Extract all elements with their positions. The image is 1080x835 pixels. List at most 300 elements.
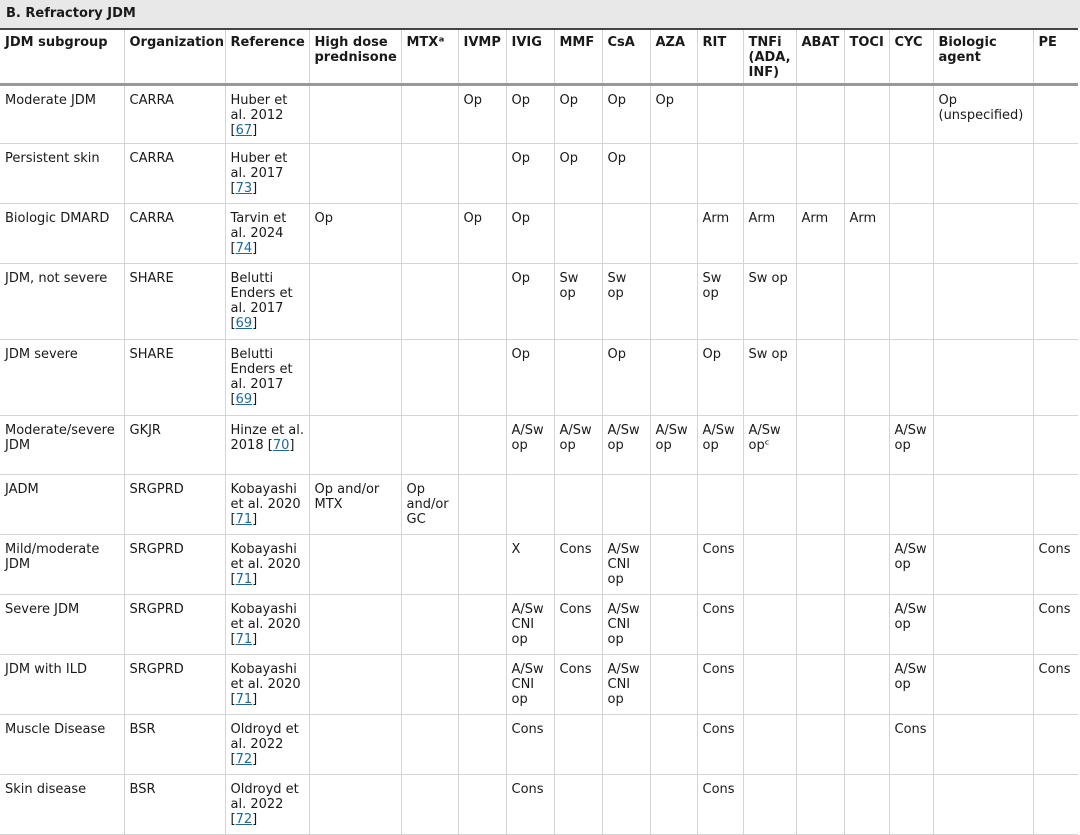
table-cell (506, 143, 554, 203)
table-cell (554, 84, 602, 143)
cell-text: A/Sw op (894, 541, 927, 572)
table-cell (506, 474, 554, 534)
table-row (0, 143, 1078, 203)
table-cell (458, 203, 506, 263)
table-cell (650, 654, 697, 714)
cell-text: Op and/or GC (406, 481, 449, 527)
table-cell (697, 714, 743, 774)
cell-text: Cons (702, 721, 735, 737)
table-cell (554, 534, 602, 594)
table-cell (796, 84, 844, 143)
column-header: CYC (889, 29, 933, 84)
table-cell (650, 84, 697, 143)
cell-text: Op (559, 92, 578, 108)
table-cell (506, 714, 554, 774)
table-cell (554, 654, 602, 714)
cell-text: Skin disease (5, 781, 87, 797)
table-cell (844, 263, 889, 339)
cell-text: Cons (559, 541, 592, 557)
reference-link[interactable]: 72 (235, 811, 253, 827)
cell-text: Cons (559, 661, 592, 677)
table-cell (743, 654, 796, 714)
table-row (0, 474, 1078, 534)
cell-text: Op (314, 210, 333, 226)
reference-cell: Huber et al. 2012 [67] (225, 84, 309, 143)
table-cell (309, 339, 401, 415)
cell-text: A/Sw opᶜ (748, 422, 781, 453)
table-cell (933, 534, 1033, 594)
table-cell (697, 263, 743, 339)
cell-text: Op (511, 210, 530, 226)
column-header: IVMP (458, 29, 506, 84)
table-cell (602, 714, 650, 774)
cell-text: Cons (702, 541, 735, 557)
table-cell (506, 534, 554, 594)
table-cell (458, 714, 506, 774)
table-cell (933, 714, 1033, 774)
cell-text: Cons (559, 601, 592, 617)
cell-text: Arm (849, 210, 877, 226)
column-header: Organization (124, 29, 225, 84)
table-cell (124, 203, 225, 263)
table-cell (650, 594, 697, 654)
table-cell (889, 203, 933, 263)
table-row (0, 714, 1078, 774)
table-cell (889, 415, 933, 474)
table-cell (697, 203, 743, 263)
table-cell (743, 594, 796, 654)
cell-text: Tarvin et al. 2024 (230, 210, 287, 241)
table-cell (124, 415, 225, 474)
column-header: PE (1033, 29, 1078, 84)
refractory-jdm-table (0, 28, 1078, 835)
table-cell (743, 263, 796, 339)
table-cell (602, 654, 650, 714)
column-header: MTXᵃ (401, 29, 458, 84)
table-cell (796, 474, 844, 534)
cell-text: Mild/moderate JDM (5, 541, 100, 572)
column-header: JDM subgroup (0, 29, 124, 84)
table-cell (1033, 263, 1078, 339)
table-cell (844, 774, 889, 834)
cell-text: Op (511, 346, 530, 362)
column-header: Reference (225, 29, 309, 84)
cell-text: Kobayashi et al. 2020 (230, 541, 301, 572)
table-cell (743, 143, 796, 203)
table-cell (796, 203, 844, 263)
reference-cell: Kobayashi et al. 2020 [71] (225, 654, 309, 714)
table-cell (401, 774, 458, 834)
table-cell (889, 474, 933, 534)
table-cell (554, 339, 602, 415)
cell-text: Hinze et al. 2018 (230, 422, 305, 453)
table-cell (650, 143, 697, 203)
table-cell (0, 474, 124, 534)
cell-text: SRGPRD (129, 541, 184, 557)
cell-text: Huber et al. 2012 (230, 92, 288, 123)
table-cell (602, 143, 650, 203)
cell-text: Op (511, 270, 530, 286)
cell-text: BSR (129, 781, 156, 797)
table-cell (0, 415, 124, 474)
table-cell (697, 339, 743, 415)
table-cell (743, 339, 796, 415)
reference-cell: Huber et al. 2017 [73] (225, 143, 309, 203)
cell-text: Op (607, 346, 626, 362)
cell-text: Cons (1038, 661, 1071, 677)
cell-text: Sw op (702, 270, 722, 301)
cell-text: JDM, not severe (5, 270, 108, 286)
table-row (0, 774, 1078, 834)
reference-link[interactable]: 72 (235, 751, 253, 767)
table-cell (458, 143, 506, 203)
table-cell (602, 84, 650, 143)
table-cell (602, 415, 650, 474)
table-cell (844, 84, 889, 143)
table-cell (743, 203, 796, 263)
reference-link[interactable]: 71 (235, 691, 253, 707)
table-cell (458, 594, 506, 654)
table-cell (650, 339, 697, 415)
cell-text: Huber et al. 2017 (230, 150, 288, 181)
table-cell (889, 339, 933, 415)
table-cell (796, 339, 844, 415)
column-header: TNFi (ADA, INF) (743, 29, 796, 84)
table-row (0, 415, 1078, 474)
cell-text: Op (511, 92, 530, 108)
reference-cell: Hinze et al. 2018 [70] (225, 415, 309, 474)
table-cell (697, 143, 743, 203)
column-header: ABAT (796, 29, 844, 84)
table-cell (796, 774, 844, 834)
table-cell (309, 534, 401, 594)
table-cell (889, 714, 933, 774)
table-cell (933, 339, 1033, 415)
cell-text: Belutti Enders et al. 2017 (230, 346, 293, 392)
table-body (0, 84, 1078, 834)
table-cell (697, 474, 743, 534)
table-cell (309, 594, 401, 654)
table-cell (124, 654, 225, 714)
table-cell (650, 774, 697, 834)
cell-text: A/Sw op (894, 661, 927, 692)
cell-text: Cons (511, 721, 544, 737)
table-row (0, 84, 1078, 143)
table-cell (0, 534, 124, 594)
table-cell (1033, 474, 1078, 534)
table-cell (401, 714, 458, 774)
table-cell (889, 534, 933, 594)
table-cell (743, 714, 796, 774)
column-header: TOCI (844, 29, 889, 84)
reference-link[interactable]: 70 (272, 437, 290, 453)
reference-link[interactable]: 71 (235, 571, 253, 587)
table-cell (1033, 84, 1078, 143)
table-row (0, 203, 1078, 263)
table-cell (458, 534, 506, 594)
cell-text: Cons (894, 721, 927, 737)
table-cell (933, 203, 1033, 263)
table-cell (602, 534, 650, 594)
reference-cell: Oldroyd et al. 2022 [72] (225, 714, 309, 774)
table-cell (309, 415, 401, 474)
table-cell (650, 534, 697, 594)
table-cell (602, 203, 650, 263)
column-header: IVIG (506, 29, 554, 84)
table-cell (554, 415, 602, 474)
cell-text: Moderate JDM (5, 92, 97, 108)
table-row (0, 654, 1078, 714)
cell-text: A/Sw op (607, 422, 640, 453)
cell-text: Cons (1038, 601, 1071, 617)
table-cell (650, 203, 697, 263)
cell-text: Op (559, 150, 578, 166)
cell-text: A/Sw op (894, 422, 927, 453)
table-cell (650, 415, 697, 474)
cell-text: X (511, 541, 521, 557)
table-cell (401, 143, 458, 203)
table-cell (697, 415, 743, 474)
table-cell (796, 594, 844, 654)
cell-text: A/Sw CNI op (607, 601, 640, 647)
table-cell (124, 594, 225, 654)
reference-cell: Kobayashi et al. 2020 [71] (225, 474, 309, 534)
table-cell (554, 203, 602, 263)
cell-text: SHARE (129, 346, 174, 362)
table-cell (933, 774, 1033, 834)
reference-cell: Kobayashi et al. 2020 [71] (225, 534, 309, 594)
cell-text: CARRA (129, 210, 174, 226)
cell-text: Moderate/severe JDM (5, 422, 115, 453)
table-cell (889, 594, 933, 654)
cell-text: Cons (702, 661, 735, 677)
table-cell (506, 339, 554, 415)
reference-cell: Belutti Enders et al. 2017 [69] (225, 263, 309, 339)
table-cell (796, 654, 844, 714)
reference-link[interactable]: 71 (235, 631, 253, 647)
cell-text: Oldroyd et al. 2022 (230, 781, 299, 812)
cell-text: A/Sw CNI op (607, 541, 640, 587)
table-cell (933, 143, 1033, 203)
table-cell (889, 84, 933, 143)
table-cell (554, 714, 602, 774)
table-cell (844, 534, 889, 594)
cell-text: A/Sw op (511, 422, 544, 453)
table-cell (458, 774, 506, 834)
table-cell (933, 654, 1033, 714)
cell-text: JADM (5, 481, 39, 497)
table-cell (554, 263, 602, 339)
table-cell (401, 263, 458, 339)
table-cell (889, 774, 933, 834)
reference-link[interactable]: 74 (235, 240, 253, 256)
cell-text: Op (463, 92, 482, 108)
cell-text: Op (702, 346, 721, 362)
table-cell (844, 714, 889, 774)
cell-text: A/Sw op (655, 422, 688, 453)
table-cell (1033, 339, 1078, 415)
table-cell (309, 84, 401, 143)
table-cell (844, 415, 889, 474)
table-cell (0, 143, 124, 203)
cell-text: Sw op (607, 270, 627, 301)
cell-text: A/Sw op (702, 422, 735, 453)
table-cell (650, 263, 697, 339)
cell-text: GKJR (129, 422, 161, 438)
cell-text: BSR (129, 721, 156, 737)
cell-text: Op (511, 150, 530, 166)
cell-text: SRGPRD (129, 661, 184, 677)
cell-text: A/Sw op (559, 422, 592, 453)
table-cell (844, 594, 889, 654)
cell-text: Cons (511, 781, 544, 797)
cell-text: JDM with ILD (5, 661, 87, 677)
table-cell (124, 714, 225, 774)
reference-link[interactable]: 69 (235, 315, 253, 331)
table-cell (458, 339, 506, 415)
cell-text: Sw op (748, 346, 788, 362)
table-cell (309, 203, 401, 263)
cell-text: Belutti Enders et al. 2017 (230, 270, 293, 316)
table-cell (743, 774, 796, 834)
column-header: CsA (602, 29, 650, 84)
table-cell (506, 774, 554, 834)
table-cell (458, 84, 506, 143)
table-cell (401, 474, 458, 534)
cell-text: Op (655, 92, 674, 108)
table-cell (844, 654, 889, 714)
cell-text: A/Sw CNI op (511, 661, 544, 707)
column-header: MMF (554, 29, 602, 84)
cell-text: A/Sw CNI op (607, 661, 640, 707)
reference-link[interactable]: 71 (235, 511, 253, 527)
table-cell (401, 203, 458, 263)
table-cell (602, 594, 650, 654)
table-cell (697, 84, 743, 143)
table-cell (309, 654, 401, 714)
table-cell (124, 534, 225, 594)
table-cell (554, 774, 602, 834)
cell-text: Arm (748, 210, 776, 226)
table-cell (697, 654, 743, 714)
table-cell (124, 774, 225, 834)
table-cell (933, 474, 1033, 534)
cell-text: Kobayashi et al. 2020 (230, 661, 301, 692)
table-cell (933, 84, 1033, 143)
cell-text: Muscle Disease (5, 721, 106, 737)
table-cell (650, 474, 697, 534)
cell-text: Oldroyd et al. 2022 (230, 721, 299, 752)
reference-cell: Belutti Enders et al. 2017 [69] (225, 339, 309, 415)
table-row (0, 534, 1078, 594)
cell-text: Biologic DMARD (5, 210, 110, 226)
cell-text: A/Sw CNI op (511, 601, 544, 647)
table-cell (602, 474, 650, 534)
table-cell (796, 143, 844, 203)
table-cell (506, 84, 554, 143)
table-cell (844, 474, 889, 534)
cell-text: SRGPRD (129, 481, 184, 497)
cell-text: SRGPRD (129, 601, 184, 617)
table-cell (933, 594, 1033, 654)
cell-text: A/Sw op (894, 601, 927, 632)
table-cell (743, 84, 796, 143)
table-cell (743, 474, 796, 534)
cell-text: Arm (702, 210, 730, 226)
table-cell (124, 143, 225, 203)
reference-link[interactable]: 73 (235, 180, 253, 196)
table-cell (0, 594, 124, 654)
table-cell (554, 594, 602, 654)
table-cell (844, 203, 889, 263)
cell-text: Sw op (748, 270, 788, 286)
cell-text: JDM severe (5, 346, 78, 362)
table-cell (796, 534, 844, 594)
reference-link[interactable]: 67 (235, 122, 253, 138)
table-row (0, 263, 1078, 339)
cell-text: SHARE (129, 270, 174, 286)
cell-text: Op (unspecified) (938, 92, 1024, 123)
table-cell (796, 415, 844, 474)
table-cell (1033, 203, 1078, 263)
table-cell (401, 415, 458, 474)
table-cell (458, 415, 506, 474)
table-cell (309, 474, 401, 534)
table-cell (0, 654, 124, 714)
table-cell (309, 714, 401, 774)
table-cell (506, 263, 554, 339)
table-cell (697, 774, 743, 834)
table-cell (933, 415, 1033, 474)
cell-text: CARRA (129, 92, 174, 108)
table-cell (0, 339, 124, 415)
table-cell (0, 263, 124, 339)
table-cell (0, 84, 124, 143)
column-header: High dose prednisone (309, 29, 401, 84)
cell-text: Cons (702, 781, 735, 797)
reference-cell: Oldroyd et al. 2022 [72] (225, 774, 309, 834)
table-cell (0, 203, 124, 263)
table-cell (458, 474, 506, 534)
cell-text: Op (463, 210, 482, 226)
cell-text: Cons (1038, 541, 1071, 557)
table-cell (1033, 654, 1078, 714)
table-cell (1033, 534, 1078, 594)
table-cell (124, 339, 225, 415)
cell-text: Op (607, 92, 626, 108)
reference-link[interactable]: 69 (235, 391, 253, 407)
table-cell (796, 263, 844, 339)
column-header: RIT (697, 29, 743, 84)
table-cell (889, 143, 933, 203)
table-cell (889, 263, 933, 339)
table-cell (124, 263, 225, 339)
header-row (0, 29, 1078, 84)
table-cell (554, 143, 602, 203)
table-cell (401, 654, 458, 714)
table-cell (309, 143, 401, 203)
table-cell (1033, 774, 1078, 834)
table-cell (889, 654, 933, 714)
column-header: Biologic agent (933, 29, 1033, 84)
cell-text: Cons (702, 601, 735, 617)
table-cell (602, 339, 650, 415)
cell-text: Persistent skin (5, 150, 100, 166)
table-cell (506, 415, 554, 474)
table-cell (933, 263, 1033, 339)
table-cell (697, 594, 743, 654)
reference-cell: Tarvin et al. 2024 [74] (225, 203, 309, 263)
